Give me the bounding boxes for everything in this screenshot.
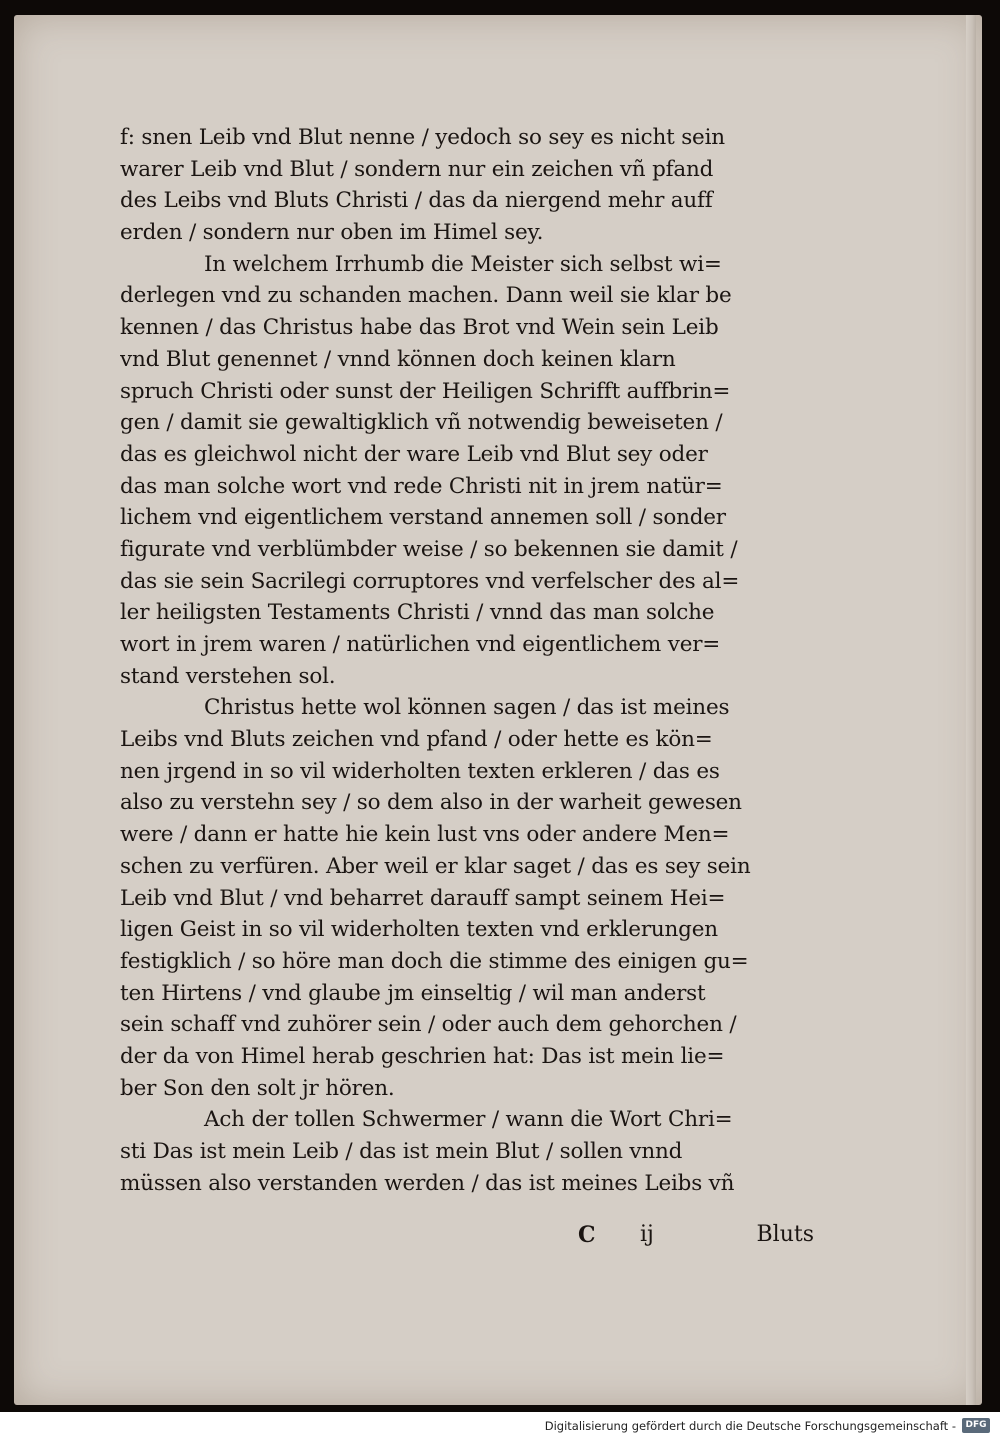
text-line: sein schaff vnd zuhörer sein / oder auch dem gehorchen / xyxy=(120,1012,737,1038)
dfg-logo: DFG xyxy=(962,1418,990,1433)
text-line: gen / damit sie gewaltigklich vñ notwendig beweiseten / xyxy=(120,410,723,436)
text-line: müssen also verstanden werden / das ist meines Leibs vñ xyxy=(120,1170,735,1196)
text-line: des Leibs vnd Bluts Christi / das da niergend mehr auff xyxy=(120,188,713,214)
text-line: Leibs vnd Bluts zeichen vnd pfand / oder hette es kön= xyxy=(120,727,713,753)
text-line: nen jrgend in so vil widerholten texten erkleren / das es xyxy=(120,758,720,784)
text-line: ligen Geist in so vil widerholten texten vnd erklerungen xyxy=(120,917,718,943)
text-line: Christus hette wol können sagen / das ist meines xyxy=(204,695,730,721)
signature-number: ij xyxy=(640,1222,654,1247)
catchword: Bluts xyxy=(756,1222,814,1247)
text-line: ber Son den solt jr hören. xyxy=(120,1075,395,1101)
text-line: erden / sondern nur oben im Himel sey. xyxy=(120,220,544,246)
text-line: festigklich / so höre man doch die stimme des einigen gu= xyxy=(120,948,749,974)
text-line: spruch Christi oder sunst der Heiligen Schrifft auffbrin= xyxy=(120,378,731,404)
text-line: derlegen vnd zu schanden machen. Dann weil sie klar be xyxy=(120,283,732,309)
text-line: warer Leib vnd Blut / sondern nur ein zeichen vñ pfand xyxy=(120,156,714,182)
funding-notice: Digitalisierung gefördert durch die Deutsche Forschungsgemeinschaft - xyxy=(544,1419,956,1433)
text-line: das man solche wort vnd rede Christi nit in jrem natür= xyxy=(120,473,723,499)
text-line: das es gleichwol nicht der ware Leib vnd Blut sey oder xyxy=(120,441,708,467)
page-catchline xyxy=(120,1222,820,1254)
text-line: das sie sein Sacrilegi corruptores vnd verfelscher des al= xyxy=(120,568,740,594)
text-line: ten Hirtens / vnd glaube jm einseltig / wil man anderst xyxy=(120,980,706,1006)
text-line: ler heiligsten Testaments Christi / vnnd das man solche xyxy=(120,600,715,626)
text-line: were / dann er hatte hie kein lust vns oder andere Men= xyxy=(120,822,730,848)
text-line: sti Das ist mein Leib / das ist mein Blut / sollen vnnd xyxy=(120,1139,683,1164)
footer-bar xyxy=(0,1412,1000,1441)
text-line: schen zu verfüren. Aber weil er klar saget / das es sey sein xyxy=(120,853,751,879)
text-line: also zu verstehn sey / so dem also in der warheit gewesen xyxy=(120,790,742,816)
text-line: wort in jrem waren / natürlichen vnd eigentlichem ver= xyxy=(120,632,721,657)
text-line: der da von Himel herab geschrien hat: Das ist mein lie= xyxy=(120,1043,725,1069)
text-line: figurate vnd verblümbder weise / so bekennen sie damit / xyxy=(120,536,738,562)
text-line: vnd Blut genennet / vnnd können doch keinen klarn xyxy=(120,346,676,372)
text-line: Ach der tollen Schwermer / wann die Wort Chri= xyxy=(204,1107,733,1133)
signature-mark: C xyxy=(578,1222,596,1248)
text-line: Leib vnd Blut / vnd beharret darauff sampt seinem Hei= xyxy=(120,885,726,911)
text-line: lichem vnd eigentlichem verstand annemen soll / sonder xyxy=(120,505,726,531)
text-line: kennen / das Christus habe das Brot vnd Wein sein Leib xyxy=(120,315,719,341)
page-edge xyxy=(966,15,976,1405)
text-line: In welchem Irrhumb die Meister sich selbst wi= xyxy=(204,251,722,277)
text-line: stand verstehen sol. xyxy=(120,663,336,689)
page-text-block xyxy=(120,122,820,1199)
text-line: f: snen Leib vnd Blut nenne / yedoch so sey es nicht sein xyxy=(120,125,725,150)
